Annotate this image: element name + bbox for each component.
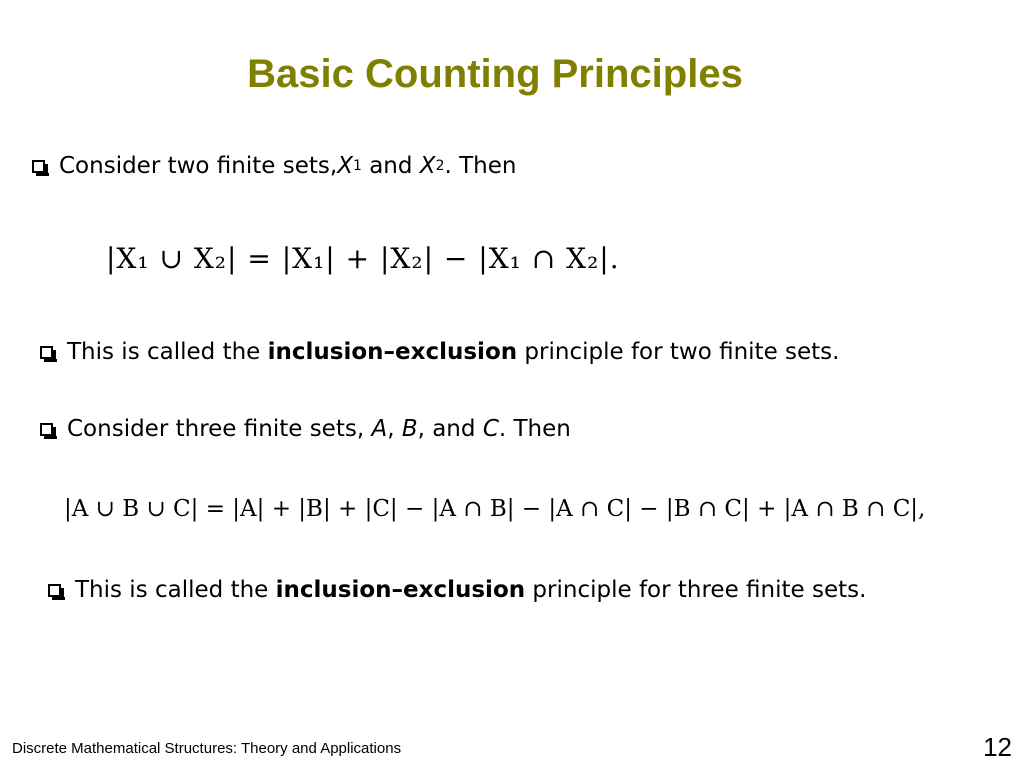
bullet-text: This is called the xyxy=(67,339,268,365)
set-variable: A xyxy=(371,416,388,442)
checkbox-bullet-icon xyxy=(32,160,45,173)
bold-term: inclusion–exclusion xyxy=(267,339,518,365)
bullet-text: principle for two finite sets. xyxy=(517,339,840,365)
bullet-text: principle for three finite sets. xyxy=(525,577,867,603)
set-variable: X xyxy=(419,153,436,179)
set-variable: C xyxy=(482,416,499,442)
set-variable: B xyxy=(401,416,418,442)
set-variable: X xyxy=(337,153,353,179)
formula-two-sets: |X₁ ∪ X₂| = |X₁| + |X₂| − |X₁ ∩ X₂|. xyxy=(106,242,620,275)
bullet-text: This is called the xyxy=(75,577,276,603)
bullet-two-sets: Consider two finite sets, X 1 and X 2 . Then xyxy=(32,150,516,182)
formula-three-sets: |A ∪ B ∪ C| = |A| + |B| + |C| − |A ∩ B| − |A ∩ C| − |B ∩ C| + |A ∩ B ∩ C|, xyxy=(64,496,926,522)
bullet-text: , xyxy=(387,416,402,442)
checkbox-bullet-icon xyxy=(40,346,53,359)
bullet-text: . Then xyxy=(498,416,571,442)
bullet-text: . Then xyxy=(444,153,517,179)
bullet-three-sets xyxy=(40,413,571,445)
bold-term: inclusion–exclusion xyxy=(275,577,526,603)
page-number: 12 xyxy=(983,732,1012,762)
bullet-text: Consider two finite sets, xyxy=(59,153,338,179)
bullet-three-sets-principle xyxy=(48,574,866,606)
footer-course-title: Discrete Mathematical Structures: Theory and Applications xyxy=(12,740,402,757)
checkbox-bullet-icon xyxy=(40,423,53,436)
bullet-text: Consider three finite sets, xyxy=(67,416,372,442)
slide-title: Basic Counting Principles xyxy=(247,52,743,96)
bullet-text: , and xyxy=(417,416,483,442)
bullet-text: and xyxy=(361,153,420,179)
bullet-two-sets-principle xyxy=(40,336,839,368)
checkbox-bullet-icon xyxy=(48,584,61,597)
